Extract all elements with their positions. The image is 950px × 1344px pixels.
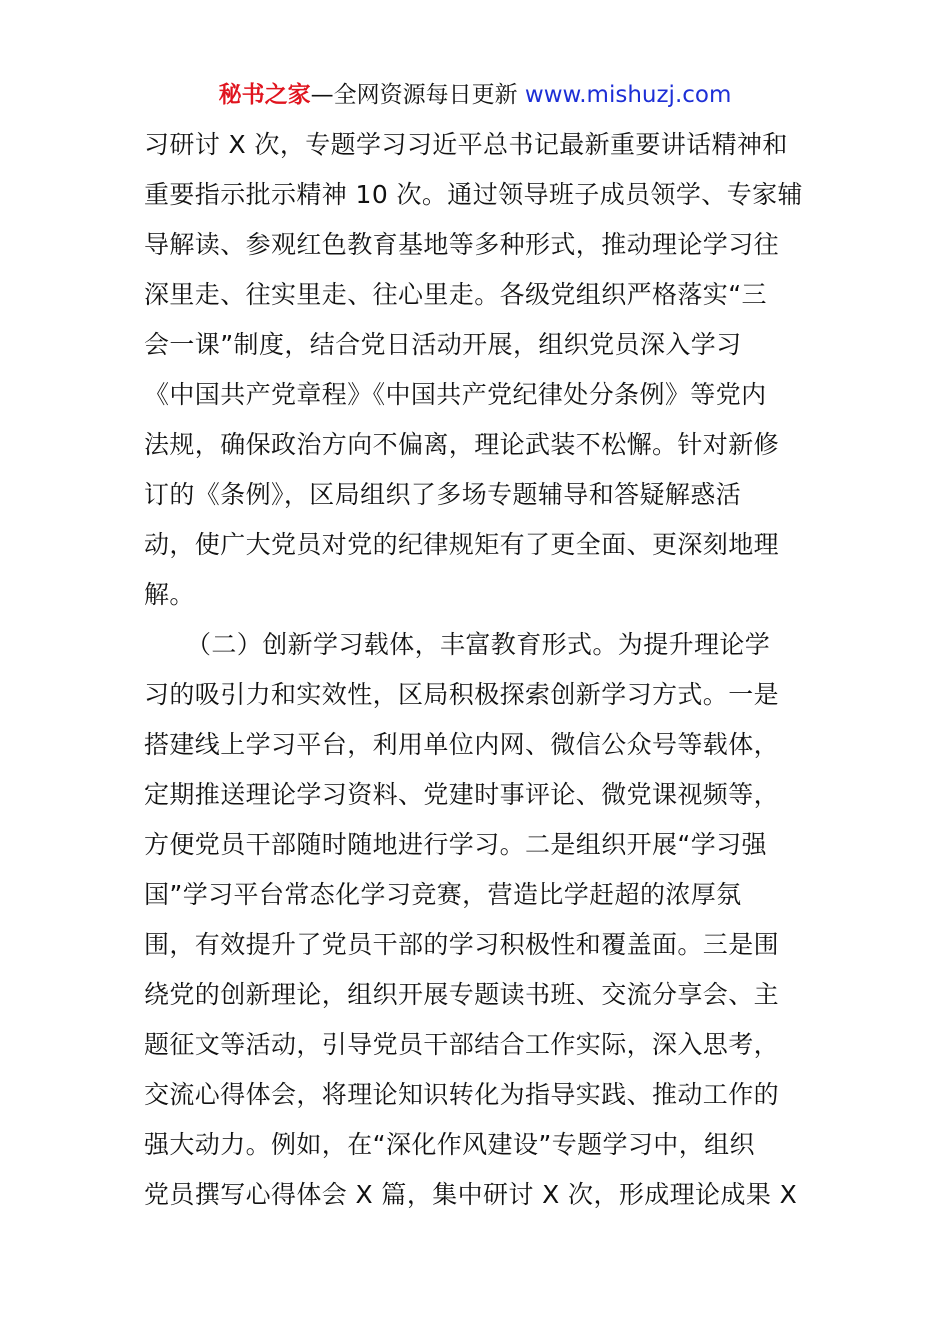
text-line: 深里走、往实里走、往心里走。各级党组织严格落实“三 [144, 280, 767, 309]
text-line: 会一课”制度，结合党日活动开展，组织党员深入学习 [144, 330, 742, 359]
text-line: 重要指示批示精神 10 次。通过领导班子成员领学、专家辅 [144, 180, 803, 209]
text-line: 强大动力。例如，在“深化作风建设”专题学习中，组织 [144, 1130, 755, 1159]
page-header [0, 78, 950, 112]
text-line: 《中国共产党章程》《中国共产党纪律处分条例》等党内 [144, 380, 767, 409]
text-line: 解。 [144, 580, 195, 609]
text-line: 国”学习平台常态化学习竞赛，营造比学赶超的浓厚氛 [144, 880, 742, 909]
text-line: 党员撰写心得体会 X 篇，集中研讨 X 次，形成理论成果 X [144, 1180, 798, 1209]
text-line: 定期推送理论学习资料、党建时事评论、微党课视频等， [144, 780, 780, 809]
text-line: 方便党员干部随时随地进行学习。二是组织开展“学习强 [144, 830, 767, 859]
text-line: 订的《条例》，区局组织了多场专题辅导和答疑解惑活 [144, 480, 742, 509]
text-line: 导解读、参观红色教育基地等多种形式，推动理论学习往 [144, 230, 780, 259]
text-line: 交流心得体会，将理论知识转化为指导实践、推动工作的 [144, 1080, 780, 1109]
header-brand: 秘书之家 [218, 82, 311, 108]
text-line: 围，有效提升了党员干部的学习积极性和覆盖面。三是围 [144, 930, 780, 959]
text-line: 习的吸引力和实效性，区局积极探索创新学习方式。一是 [144, 680, 780, 709]
text-line: 题征文等活动，引导党员干部结合工作实际，深入思考， [144, 1030, 780, 1059]
text-line: 搭建线上学习平台，利用单位内网、微信公众号等载体， [144, 730, 780, 759]
text-line: 法规，确保政治方向不偏离，理论武装不松懈。针对新修 [144, 430, 780, 459]
text-line: 习研讨 X 次，专题学习习近平总书记最新重要讲话精神和 [144, 130, 788, 159]
section-heading-line: （二）创新学习载体，丰富教育形式。为提升理论学 [186, 630, 771, 659]
text-line: 绕党的创新理论，组织开展专题读书班、交流分享会、主 [144, 980, 780, 1009]
header-url[interactable]: www.mishuzj.com [524, 82, 732, 108]
header-tagline: —全网资源每日更新 [310, 82, 518, 108]
body-text [144, 120, 824, 1220]
text-line: 动，使广大党员对党的纪律规矩有了更全面、更深刻地理 [144, 530, 780, 559]
